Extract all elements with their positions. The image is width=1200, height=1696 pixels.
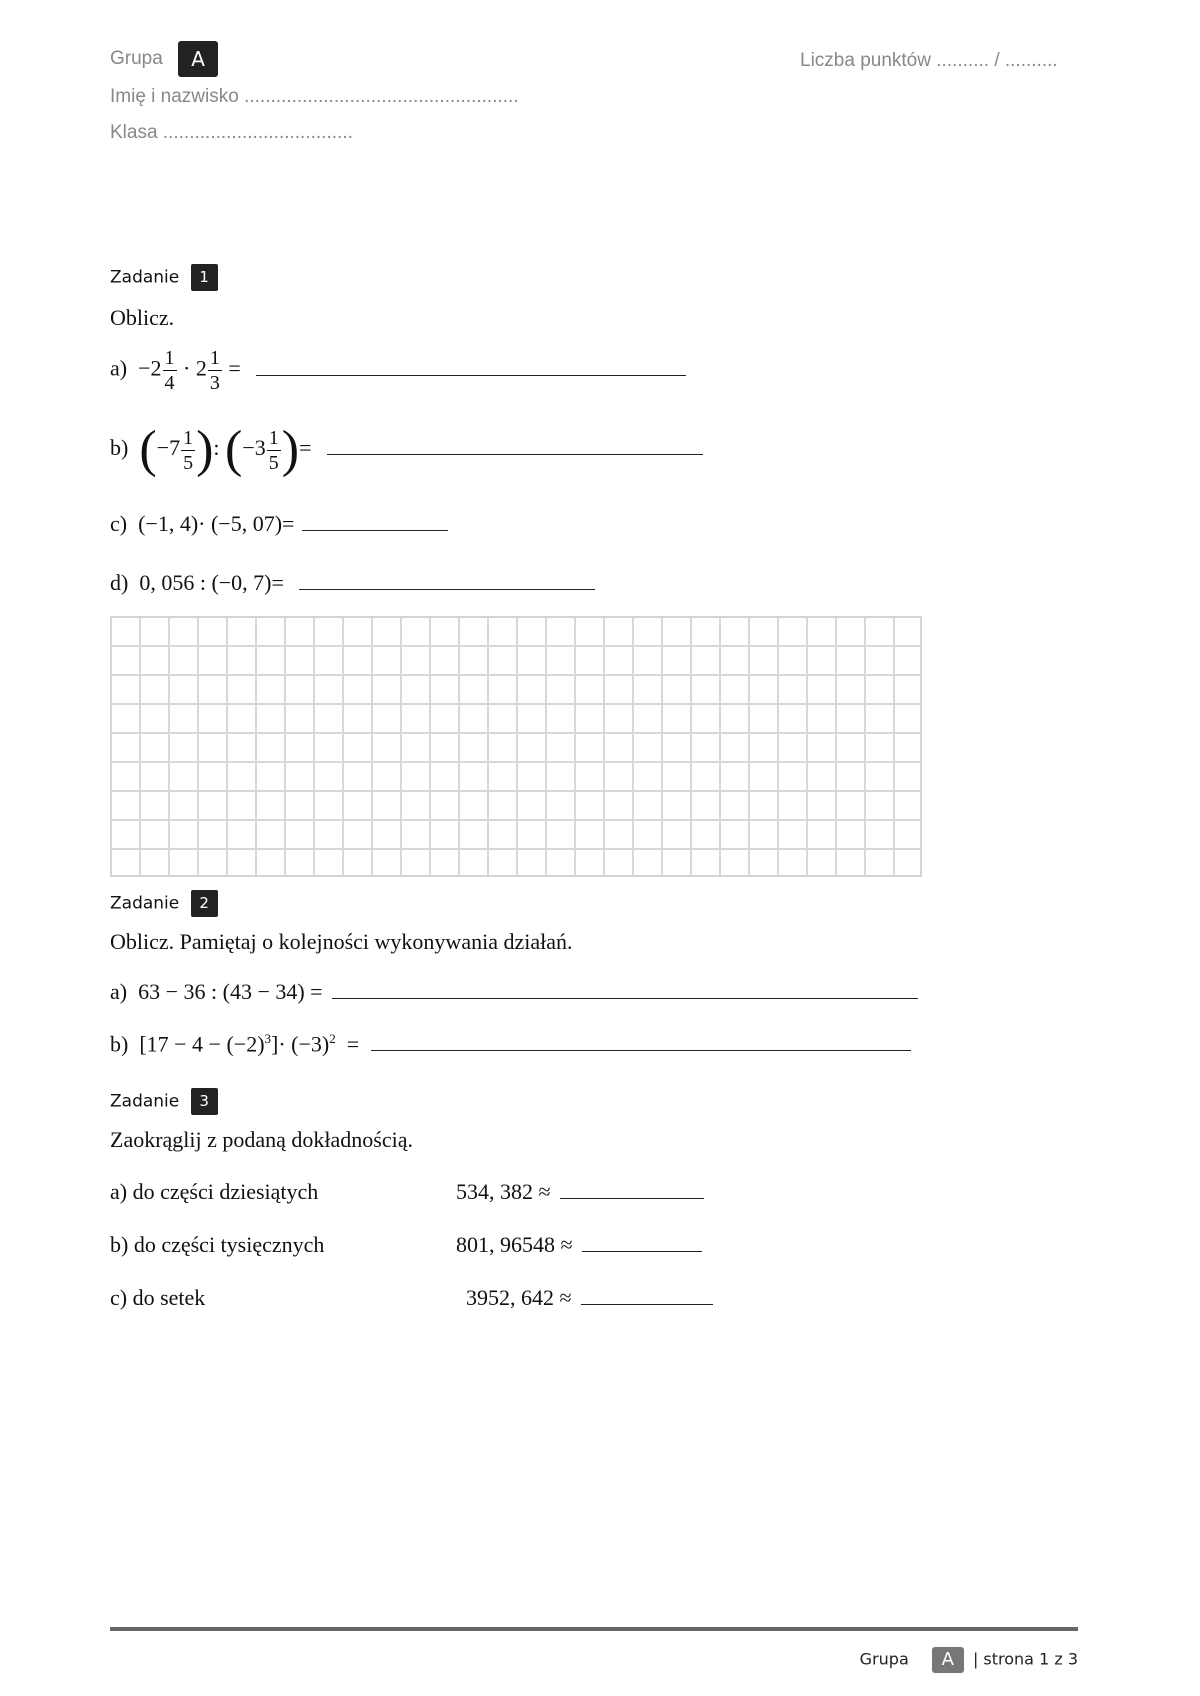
denominator: 5 — [268, 451, 279, 474]
numerator: 1 — [209, 347, 220, 369]
close-paren: ) — [196, 421, 214, 478]
expression: (−1, 4)· (−5, 07)= — [138, 511, 295, 536]
task-1c — [110, 511, 448, 537]
item-letter: a) — [110, 979, 128, 1004]
answer-line[interactable] — [581, 1303, 713, 1305]
footer-group-label: Grupa — [859, 1649, 909, 1669]
numerator: 1 — [164, 347, 175, 369]
page-number: | strona 1 z 3 — [972, 1649, 1078, 1669]
scratch-grid[interactable] — [110, 616, 922, 877]
answer-line[interactable] — [256, 374, 686, 376]
answer-line[interactable] — [302, 529, 448, 531]
footer — [860, 1647, 1078, 1673]
class-field: Klasa .................................... — [110, 122, 353, 143]
task-2-heading — [110, 890, 218, 917]
task-3-prompt: Zaokrąglij z podaną dokładnością. — [110, 1127, 414, 1152]
equals-sign: = — [228, 355, 241, 381]
task-label: Zadanie — [110, 267, 180, 288]
fraction — [163, 348, 177, 393]
footer-group-badge: A — [932, 1647, 964, 1673]
task-number-badge: 3 — [191, 1088, 218, 1115]
rounding-value: 3952, 642 ≈ — [466, 1285, 572, 1310]
task-1d — [110, 570, 595, 596]
item-letter: c) — [110, 511, 128, 536]
answer-line[interactable] — [582, 1250, 702, 1252]
task-1-prompt: Oblicz. — [110, 305, 175, 330]
name-field: Imię i nazwisko .................................................... — [110, 86, 519, 107]
rounding-row — [110, 1285, 713, 1311]
minus-whole: −2 — [138, 355, 162, 381]
colon-operator: : — [213, 435, 220, 461]
task-2-prompt: Oblicz. Pamiętaj o kolejności wykonywania działań. — [110, 929, 573, 954]
denominator: 5 — [183, 451, 194, 474]
fraction — [181, 428, 195, 473]
answer-line[interactable] — [371, 1049, 911, 1051]
rounding-row — [110, 1232, 702, 1258]
close-paren: ) — [281, 421, 300, 478]
task-2b — [110, 1031, 911, 1057]
dot-operator: · — [183, 355, 191, 381]
answer-line[interactable] — [332, 997, 918, 999]
expression-part: ]· (−3) — [271, 1031, 330, 1057]
task-1-heading — [110, 264, 218, 291]
rounding-value: 534, 382 ≈ — [456, 1179, 551, 1204]
expression: 63 − 36 : (43 − 34) = — [138, 979, 323, 1004]
exponent: 2 — [329, 1031, 336, 1046]
whole-number: −7 — [156, 435, 181, 461]
item-letter: d) — [110, 570, 129, 595]
footer-divider — [110, 1627, 1078, 1631]
group-label: Grupa — [110, 48, 163, 70]
denominator: 3 — [209, 372, 220, 394]
item-letter: a) — [110, 355, 128, 381]
denominator: 4 — [164, 372, 175, 394]
rounding-label: b) do części tysięcznych — [110, 1232, 325, 1257]
task-2a — [110, 979, 918, 1005]
group-field — [110, 41, 218, 77]
expression-part: [17 − 4 − (−2) — [139, 1031, 265, 1057]
task-1a — [110, 348, 686, 393]
rounding-row — [110, 1179, 704, 1205]
task-1b — [110, 421, 703, 478]
whole-number: 2 — [195, 355, 207, 381]
rounding-label: a) do części dziesiątych — [110, 1179, 319, 1204]
answer-line[interactable] — [560, 1197, 704, 1199]
task-number-badge: 2 — [191, 890, 218, 917]
group-badge: A — [178, 41, 218, 77]
fraction — [267, 428, 281, 473]
task-3-heading — [110, 1088, 218, 1115]
fraction — [208, 348, 222, 393]
rounding-label: c) do setek — [110, 1285, 206, 1310]
points-field: Liczba punktów .......... / .......... — [800, 50, 1058, 71]
open-paren: ( — [139, 421, 157, 478]
answer-line[interactable] — [327, 453, 703, 455]
item-letter: b) — [110, 435, 129, 461]
equals-sign: = — [346, 1031, 360, 1057]
open-paren: ( — [225, 421, 243, 478]
task-label: Zadanie — [110, 1091, 180, 1112]
numerator: 1 — [183, 426, 194, 449]
answer-line[interactable] — [299, 588, 595, 590]
task-number-badge: 1 — [191, 264, 218, 291]
exponent: 3 — [264, 1031, 272, 1046]
equals-sign: = — [299, 435, 312, 461]
whole-number: −3 — [242, 435, 266, 461]
task-label: Zadanie — [110, 893, 180, 914]
expression: 0, 056 : (−0, 7)= — [139, 570, 284, 595]
numerator: 1 — [268, 426, 279, 449]
item-letter: b) — [110, 1031, 129, 1057]
rounding-value: 801, 96548 ≈ — [456, 1232, 573, 1257]
